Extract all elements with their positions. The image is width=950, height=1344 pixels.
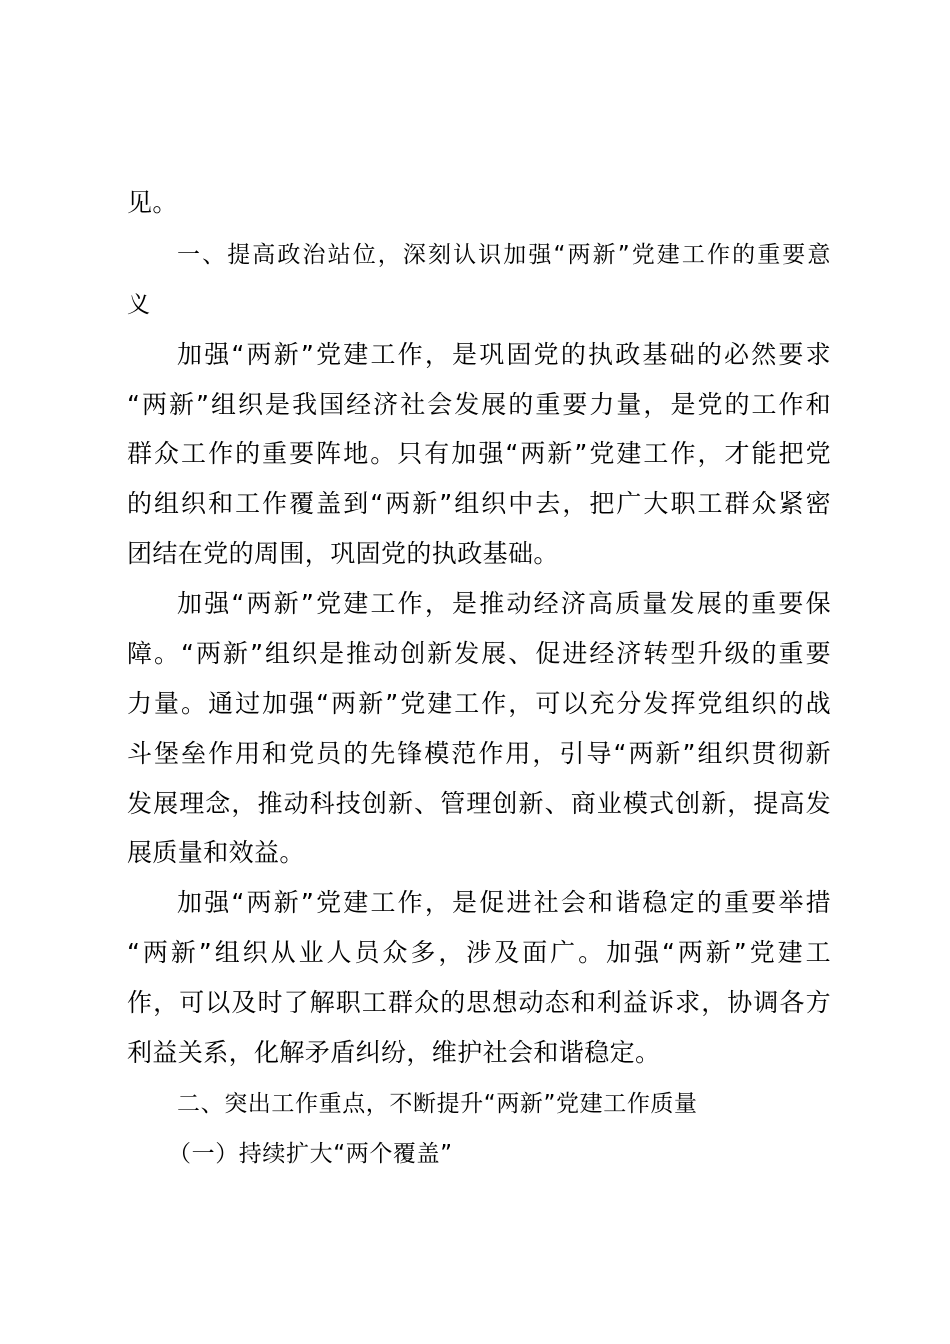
section-heading-1-continuation: 义 — [127, 292, 151, 318]
paragraph-line: 发展理念，推动科技创新、管理创新、商业模式创新，提高发 — [127, 789, 831, 818]
paragraph-line: 作，可以及时了解职工群众的思想动态和利益诉求，协调各方 — [127, 988, 831, 1017]
section-heading-2: 二、突出工作重点，不断提升“两新”党建工作质量 — [177, 1091, 698, 1117]
paragraph-line: 障。“两新”组织是推动创新发展、促进经济转型升级的重要 — [127, 639, 831, 668]
section-heading-1: 一、提高政治站位，深刻认识加强“两新”党建工作的重要意 — [177, 242, 831, 268]
paragraph-line: 团结在党的周围，巩固党的执政基础。 — [127, 539, 559, 568]
subsection-heading: （一）持续扩大“两个覆盖” — [168, 1141, 453, 1167]
text-line: 见。 — [127, 188, 178, 217]
paragraph-line: “两新”组织是我国经济社会发展的重要力量，是党的工作和 — [127, 390, 831, 419]
paragraph-line: “两新”组织从业人员众多，涉及面广。加强“两新”党建工 — [127, 938, 831, 967]
paragraph-line: 展质量和效益。 — [127, 838, 305, 867]
paragraph-line: 加强“两新”党建工作，是促进社会和谐稳定的重要举措 — [177, 888, 831, 917]
paragraph-line: 加强“两新”党建工作，是巩固党的执政基础的必然要求 — [177, 340, 831, 369]
paragraph-line: 群众工作的重要阵地。只有加强“两新”党建工作，才能把党 — [127, 439, 831, 468]
paragraph-line: 斗堡垒作用和党员的先锋模范作用，引导“两新”组织贯彻新 — [127, 739, 831, 768]
paragraph-line: 的组织和工作覆盖到“两新”组织中去，把广大职工群众紧密 — [127, 489, 831, 518]
paragraph-line: 利益关系，化解矛盾纠纷，维护社会和谐稳定。 — [127, 1038, 661, 1067]
paragraph-line: 力量。通过加强“两新”党建工作，可以充分发挥党组织的战 — [127, 689, 831, 718]
paragraph-line: 加强“两新”党建工作，是推动经济高质量发展的重要保 — [177, 589, 831, 618]
